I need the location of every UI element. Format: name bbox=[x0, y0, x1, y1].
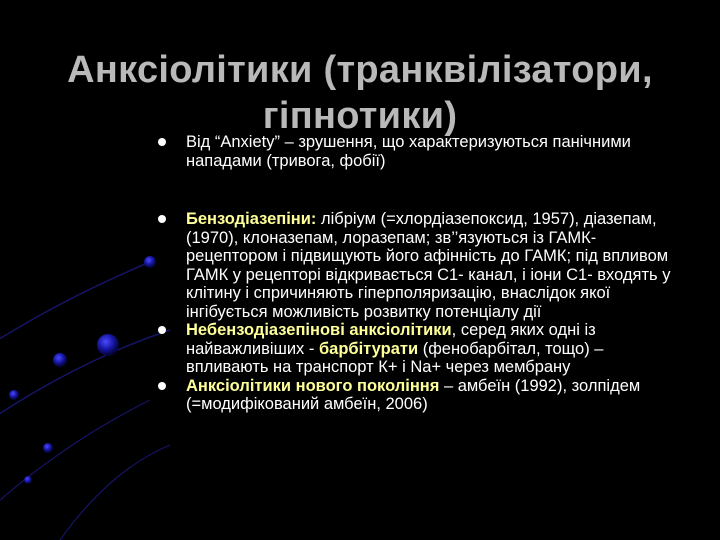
bullet-text: , серед яких одні із найважливіших - bbox=[186, 321, 596, 358]
bullet-dot-icon bbox=[158, 326, 166, 334]
bullet-list bbox=[158, 133, 688, 414]
orbit-dot bbox=[43, 443, 53, 453]
bullet-dot-icon bbox=[158, 138, 166, 146]
orbit-dot bbox=[97, 334, 119, 356]
bullet-dot-icon bbox=[158, 215, 166, 223]
bullet-highlight: Бензодіазепіни: bbox=[186, 210, 317, 228]
orbit-line bbox=[60, 445, 170, 540]
bullet-dot-icon bbox=[158, 382, 166, 390]
bullet-highlight: Анксіолітики нового покоління bbox=[186, 376, 440, 395]
orbit-dot bbox=[24, 476, 32, 484]
orbit-line bbox=[0, 330, 170, 420]
bullet-item bbox=[158, 210, 688, 321]
orbit-line bbox=[0, 400, 150, 500]
title-line-1: Анксіолітики (транквілізатори, bbox=[67, 49, 653, 92]
bullet-text: – амбеїн (1992), золпідем (=модифікований амбеїн, 2006) bbox=[186, 376, 641, 413]
orbit-dot bbox=[53, 353, 67, 367]
bullet-text-2: (фенобарбітал, тощо) – впливають на транспорт К+ і Na+ через мембрану bbox=[186, 339, 604, 376]
bullet-text: Від “Anxiety” – зрушення, що характеризуються панічними нападами (тривога, фобії) bbox=[186, 133, 631, 170]
bullet-item bbox=[158, 133, 688, 170]
bullet-highlight-2: барбітурати bbox=[318, 339, 419, 358]
title-line-2: гіпнотики) bbox=[262, 95, 458, 138]
orbit-line bbox=[0, 262, 150, 345]
slide-title bbox=[40, 47, 680, 139]
bullet-item bbox=[158, 321, 688, 377]
bullet-highlight: Небензодіазепінові анксіолітики bbox=[186, 321, 452, 339]
bullet-text: лібріум (=хлордіазепоксид, 1957), діазепам, (1970), клоназепам, лоразепам; зв’’язуються із ГАМК-рецептором і підвищують його афінність до ГАМК; під впливом ГАМК у рецепторі відкривається С1- канал, і іони С1- входять у клітину і спричиняють гіперполяризацію, внаслідок якої інгібується можливість розвитку потенціалу дії bbox=[186, 210, 671, 321]
orbit-dot bbox=[144, 256, 156, 268]
bullet-item bbox=[158, 377, 688, 414]
orbit-dot bbox=[9, 390, 19, 400]
